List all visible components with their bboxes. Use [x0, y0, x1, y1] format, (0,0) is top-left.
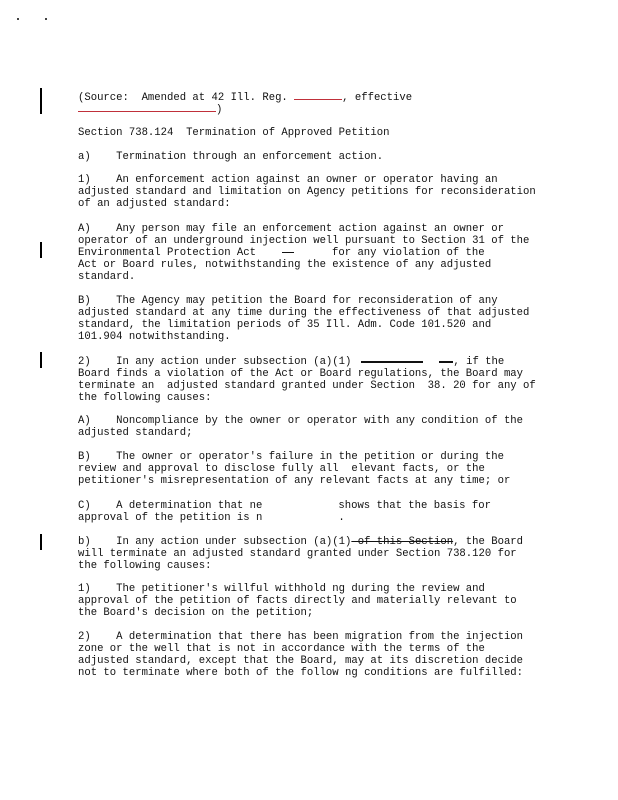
change-bar	[40, 242, 42, 258]
source-note-line2	[78, 104, 222, 116]
source-blank-date	[294, 99, 342, 100]
paragraph-b2-line: adjusted standard, except that the Board, may at its discretion decide	[78, 655, 524, 667]
change-bar	[40, 352, 42, 368]
change-bar	[40, 534, 42, 550]
blank-line	[282, 251, 294, 253]
paragraph-2-line: Board finds a violation of the Act or Board regulations, the Board may	[78, 368, 524, 380]
paragraph-a-heading: a) Termination through an enforcement action.	[78, 151, 384, 163]
text-fragment: for any violation of the	[332, 247, 485, 259]
paragraph-2C-line	[78, 512, 345, 524]
paragraph-B-line: 101.904 notwithstanding.	[78, 331, 231, 343]
source-blank-effective	[78, 111, 216, 112]
paragraph-b2-line: 2) A determination that there has been migration from the injection	[78, 631, 524, 643]
paragraph-2B-line: petitioner's misrepresentation of any relevant facts at any time; or	[78, 475, 511, 487]
struck-blank	[439, 360, 453, 363]
text-fragment: b) In any action under subsection (a)(1)	[78, 536, 352, 548]
paragraph-B-line: B) The Agency may petition the Board for reconsideration of any	[78, 295, 498, 307]
paragraph-b-line	[78, 536, 523, 548]
text-fragment: shows that the basis for	[338, 500, 491, 512]
paragraph-2-line: terminate an adjusted standard granted under Section 38. 20 for any of	[78, 380, 536, 392]
paragraph-2A-line: adjusted standard;	[78, 427, 193, 439]
paragraph-2-line: the following causes:	[78, 392, 212, 404]
paragraph-b-line: the following causes:	[78, 560, 212, 572]
text-fragment: , if the	[453, 356, 505, 368]
source-close: )	[216, 104, 223, 116]
text-fragment: C) A determination that ne	[78, 500, 263, 512]
section-title: Section 738.124 Termination of Approved Petition	[78, 127, 390, 139]
paragraph-A-line: operator of an underground injection well pursuant to Section 31 of the	[78, 235, 530, 247]
text-fragment: .	[338, 512, 345, 524]
paragraph-A-line: Act or Board rules, notwithstanding the existence of any adjusted	[78, 259, 492, 271]
paragraph-A-line: standard.	[78, 271, 136, 283]
paragraph-a1-line: adjusted standard and limitation on Agency petitions for reconsideration	[78, 186, 536, 198]
struck-blank	[361, 360, 423, 363]
paragraph-B-line: adjusted standard at any time during the effectiveness of that adjusted	[78, 307, 530, 319]
struck-text: of this Section	[351, 536, 454, 548]
paragraph-b1-line: 1) The petitioner's willful withhold ng during the review and	[78, 583, 485, 595]
paragraph-2C-line	[78, 500, 491, 512]
text-fragment: 2) In any action under subsection (a)(1)	[78, 356, 352, 368]
paragraph-b2-line: not to terminate where both of the follow ng conditions are fulfilled:	[78, 667, 524, 679]
paragraph-A-line	[78, 247, 485, 259]
paragraph-2B-line: review and approval to disclose fully all elevant facts, or the	[78, 463, 485, 475]
paragraph-b-line: will terminate an adjusted standard granted under Section 738.120 for	[78, 548, 517, 560]
paragraph-2B-line: B) The owner or operator's failure in the petition or during the	[78, 451, 504, 463]
text-fragment: approval of the petition is n	[78, 512, 263, 524]
paragraph-A-line: A) Any person may file an enforcement action against an owner or	[78, 223, 504, 235]
scan-speck	[17, 18, 19, 20]
paragraph-b1-line: the Board's decision on the petition;	[78, 607, 314, 619]
paragraph-b2-line: zone or the well that is not in accordance with the terms of the	[78, 643, 485, 655]
paragraph-B-line: standard, the limitation periods of 35 Ill. Adm. Code 101.520 and	[78, 319, 492, 331]
source-note	[78, 92, 412, 104]
paragraph-2-line	[78, 356, 504, 368]
text-fragment: , the Board	[453, 536, 524, 548]
scan-speck	[45, 18, 47, 20]
paragraph-2A-line: A) Noncompliance by the owner or operator with any condition of the	[78, 415, 524, 427]
source-suffix: , effective	[342, 92, 413, 104]
paragraph-a1-line: of an adjusted standard:	[78, 198, 231, 210]
paragraph-b1-line: approval of the petition of facts directly and materially relevant to	[78, 595, 517, 607]
text-fragment: Environmental Protection Act	[78, 247, 257, 259]
source-prefix: (Source: Amended at 42 Ill. Reg.	[78, 92, 295, 104]
paragraph-a1-line: 1) An enforcement action against an owner or operator having an	[78, 174, 498, 186]
change-bar	[40, 88, 42, 114]
